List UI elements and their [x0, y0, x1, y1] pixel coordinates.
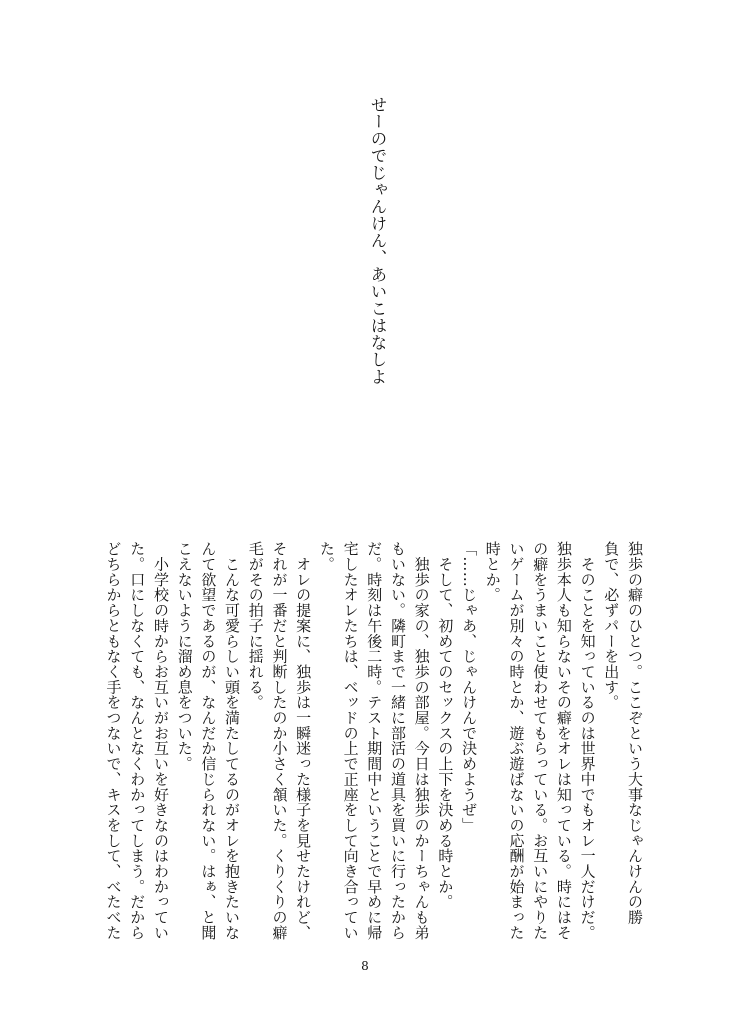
text-line: 宅したオレたちは、ベッドの上で正座をして向き合ってい [341, 541, 360, 941]
text-line: 毛がその拍子に揺れる。 [246, 541, 265, 710]
text-line: オレの提案に、独歩は一瞬迷った様子を見せたけれど、 [294, 541, 313, 941]
text-line: 独歩本人も知らないその癖をオレは知っている。時にはそ [554, 541, 573, 941]
text-line: それが一番だと判断したのか小さく頷いた。くりくりの癖 [270, 541, 289, 941]
text-line: こんな可愛らしい頭を満たしてるのがオレを抱きたいな [223, 541, 242, 941]
text-line: だ。時刻は午後二時。テスト期間中ということで早めに帰 [365, 541, 384, 941]
text-line: た。口にしなくても、なんとなくわかってしまう。だから [128, 541, 147, 941]
text-line: いゲームが別々の時とか、遊ぶ遊ばないの応酬が始まった [507, 541, 526, 941]
text-line: 独歩の家の、独歩の部屋。今日は独歩のかーちゃんも弟 [412, 541, 431, 941]
text-line: の癖をうまいこと使わせてもらっている。お互いにやりた [531, 541, 550, 941]
text-line: 独歩の癖のひとつ。ここぞという大事なじゃんけんの勝 [626, 541, 644, 925]
text-line: そして、初めてのセックスの上下を決める時とか。 [436, 541, 455, 910]
text-line: た。 [317, 541, 336, 572]
text-line: 時とか。 [483, 541, 502, 603]
text-line: もいない。隣町まで一緒に部活の道具を買いに行ったから [388, 541, 407, 941]
text-line: 負で、必ずパーを出す。 [602, 541, 621, 710]
text-line: そのことを知っているのは世界中でもオレ一人だけだ。 [578, 541, 597, 941]
text-line: んて欲望であるのが、なんだか信じられない。はぁ、と聞 [199, 541, 218, 941]
body-text [104, 541, 646, 941]
page-number: 8 [361, 959, 369, 973]
text-line: こえないように溜め息をついた。 [175, 541, 194, 772]
text-line: どちらからともなく手をつないで、キスをして、べたべた [104, 541, 123, 941]
text-line: 「……じゃあ、じゃんけんで決めようぜ」 [460, 541, 479, 833]
text-line: 小学校の時からお互いがお互いを好きなのはわかってい [151, 541, 170, 941]
chapter-title: せーのでじゃんけん、あいこはなしよ [368, 96, 387, 385]
